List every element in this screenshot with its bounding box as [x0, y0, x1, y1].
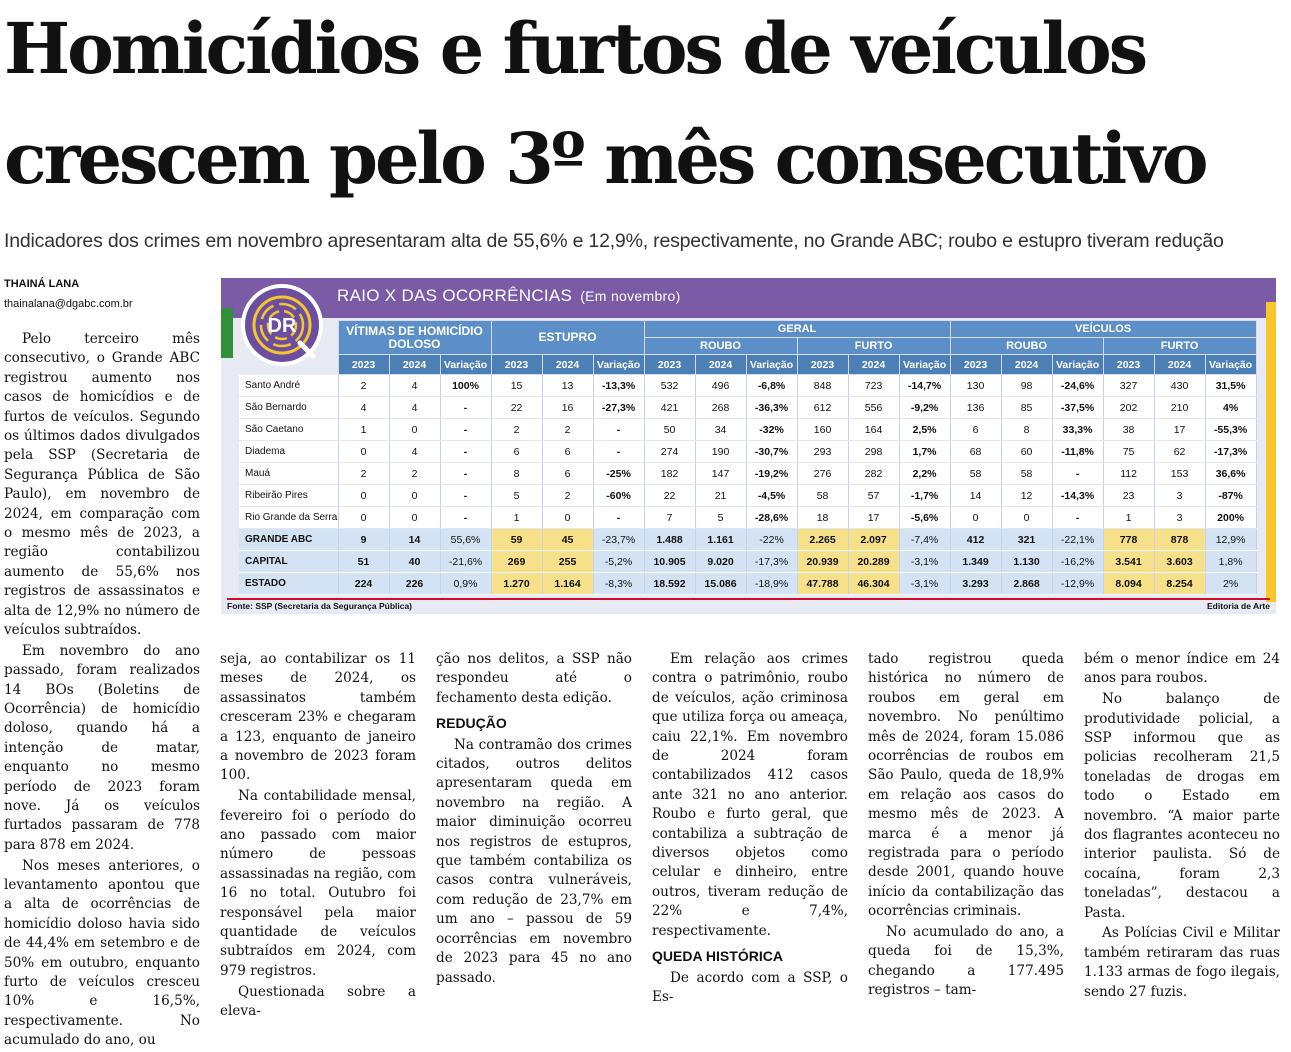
value-cell: 16 [542, 397, 593, 419]
article-column-1 [4, 330, 200, 1052]
header-roubo-veiculos: ROUBO [950, 338, 1103, 355]
value-cell: 1 [491, 507, 542, 529]
value-cell: 412 [950, 529, 1001, 551]
header-variacao: Variação [1205, 355, 1256, 375]
variation-cell: -28,6% [746, 507, 797, 529]
variation-cell: -11,8% [1052, 441, 1103, 463]
header-variacao: Variação [746, 355, 797, 375]
value-cell: 1.270 [491, 573, 542, 595]
variation-cell: -5,2% [593, 551, 644, 573]
source-note: Fonte: SSP (Secretaria da Segurança Pública) [227, 601, 413, 611]
headline-line-1: Homicídios e furtos de veículos [4, 7, 1146, 90]
header-year: 2023 [338, 355, 389, 375]
paragraph: No balanço de produtividade policial, a SSP informou que as policias recolheram 21,5 toneladas de drogas em todo o Estado em novembro. “A maior parte dos flagrantes aconteceu no interior paulista. Só de cocaína, foram 2,3 toneladas”, destacou a Pasta. [1084, 691, 1280, 921]
variation-cell: -16,2% [1052, 551, 1103, 573]
variation-cell: -24,6% [1052, 375, 1103, 397]
header-year: 2023 [491, 355, 542, 375]
value-cell: 6 [542, 463, 593, 485]
total-row [239, 551, 1256, 573]
variation-cell: 36,6% [1205, 463, 1256, 485]
infographic-title-text: RAIO X DAS OCORRÊNCIAS [337, 286, 573, 305]
row-label: Ribeirão Pires [239, 485, 338, 507]
article-column-6 [1084, 650, 1280, 1003]
variation-cell: -4,5% [746, 485, 797, 507]
value-cell: 0 [1001, 507, 1052, 529]
value-cell: 274 [644, 441, 695, 463]
value-cell: 8 [491, 463, 542, 485]
variation-cell: -17,3% [746, 551, 797, 573]
infographic-title [337, 286, 681, 306]
variation-cell: 1,7% [899, 441, 950, 463]
value-cell: 5 [695, 507, 746, 529]
paragraph: As Polícias Civil e Militar também retiraram das ruas 1.133 armas de fogo ilegais, sendo 27 fuzis. [1084, 925, 1280, 1000]
value-cell: 327 [1103, 375, 1154, 397]
value-cell: 18.592 [644, 573, 695, 595]
value-cell: 58 [1001, 463, 1052, 485]
value-cell: 269 [491, 551, 542, 573]
article-column-3 [436, 650, 632, 989]
variation-cell: 1,8% [1205, 551, 1256, 573]
value-cell: 182 [644, 463, 695, 485]
article-column-4 [652, 650, 848, 1009]
table-row [239, 463, 1256, 485]
value-cell: 1 [1103, 507, 1154, 529]
header-variacao: Variação [899, 355, 950, 375]
header-year: 2023 [797, 355, 848, 375]
paragraph: No acumulado do ano, a queda foi de 15,3%, chegando a 177.495 registros – tam- [868, 923, 1064, 999]
value-cell: 210 [1154, 397, 1205, 419]
variation-cell: -1,7% [899, 485, 950, 507]
variation-cell: 33,3% [1052, 419, 1103, 441]
value-cell: 848 [797, 375, 848, 397]
value-cell: 723 [848, 375, 899, 397]
value-cell: 0 [542, 507, 593, 529]
header-year: 2024 [848, 355, 899, 375]
value-cell: 3.603 [1154, 551, 1205, 573]
value-cell: 268 [695, 397, 746, 419]
header-homicidio: VÍTIMAS DE HOMICÍDIO DOLOSO [338, 321, 491, 355]
value-cell: 62 [1154, 441, 1205, 463]
variation-cell: -22,1% [1052, 529, 1103, 551]
total-row [239, 529, 1256, 551]
variation-cell: - [593, 441, 644, 463]
value-cell: 98 [1001, 375, 1052, 397]
variation-cell: -27,3% [593, 397, 644, 419]
logo-letters: DR [267, 315, 297, 337]
header-variacao: Variação [440, 355, 491, 375]
variation-cell: -36,3% [746, 397, 797, 419]
variation-cell: 4% [1205, 397, 1256, 419]
value-cell: 164 [848, 419, 899, 441]
value-cell: 50 [644, 419, 695, 441]
value-cell: 22 [491, 397, 542, 419]
value-cell: 4 [338, 397, 389, 419]
value-cell: 1 [338, 419, 389, 441]
variation-cell: -18,9% [746, 573, 797, 595]
variation-cell: -3,1% [899, 551, 950, 573]
value-cell: 153 [1154, 463, 1205, 485]
row-label: ESTADO [239, 573, 338, 595]
article-column-5 [868, 650, 1064, 1002]
value-cell: 2.097 [848, 529, 899, 551]
paragraph: Em relação aos crimes contra o patrimônio, roubo de veículos, ação criminosa que utiliza força ou ameaça, caiu 22,1%. Em novembro de 2024 foram contabilizados 412 casos ante 321 no ano anterior. Roubo e furto geral, que contabiliza a subtração de diversos objetos como celular e dinheiro, entre outros, tiveram redução de 22% e 7,4%, respectivamente. [652, 651, 848, 939]
value-cell: 46.304 [848, 573, 899, 595]
row-label: Mauá [239, 463, 338, 485]
value-cell: 1.349 [950, 551, 1001, 573]
value-cell: 21 [695, 485, 746, 507]
header-furto-veiculos: FURTO [1103, 338, 1256, 355]
row-label: CAPITAL [239, 551, 338, 573]
row-label: São Caetano [239, 419, 338, 441]
total-row [239, 573, 1256, 595]
value-cell: 0 [389, 485, 440, 507]
value-cell: 4 [389, 375, 440, 397]
header-year: 2023 [1103, 355, 1154, 375]
variation-cell: -14,3% [1052, 485, 1103, 507]
row-label: Santo André [239, 375, 338, 397]
variation-cell: -60% [593, 485, 644, 507]
value-cell: 778 [1103, 529, 1154, 551]
art-credit: Editoria de Arte [1207, 601, 1270, 611]
section-heading-reducao: REDUÇÃO [436, 715, 507, 732]
value-cell: 2 [389, 463, 440, 485]
value-cell: 15 [491, 375, 542, 397]
variation-cell: - [440, 419, 491, 441]
table-row [239, 397, 1256, 419]
value-cell: 5 [491, 485, 542, 507]
paragraph: tado registrou queda histórica no número de roubos em geral em novembro. No penúltimo mês de 2024, foram 15.086 ocorrências de roubos em São Paulo, queda de 18,9% em relação aos casos do mesmo mês de 2023. A marca é a menor já registrada para o período desde 2001, quando houve início da contabilização das ocorrências criminais. [868, 651, 1064, 920]
value-cell: 0 [338, 441, 389, 463]
table-row [239, 507, 1256, 529]
value-cell: 7 [644, 507, 695, 529]
paragraph: seja, ao contabilizar os 11 meses de 2024, os assassinatos também cresceram 23% e chegaram a 123, enquanto de janeiro a novembro de 2023 foram 100. [220, 651, 416, 784]
value-cell: 293 [797, 441, 848, 463]
value-cell: 202 [1103, 397, 1154, 419]
variation-cell: 0,9% [440, 573, 491, 595]
value-cell: 2 [542, 419, 593, 441]
header-roubo-geral: ROUBO [644, 338, 797, 355]
value-cell: 58 [797, 485, 848, 507]
value-cell: 2 [338, 375, 389, 397]
header-geral: GERAL [644, 321, 950, 338]
variation-cell: - [440, 485, 491, 507]
value-cell: 4 [389, 441, 440, 463]
author-email[interactable]: thainalana@dgabc.com.br [4, 298, 133, 310]
value-cell: 160 [797, 419, 848, 441]
value-cell: 224 [338, 573, 389, 595]
value-cell: 20.289 [848, 551, 899, 573]
value-cell: 0 [389, 507, 440, 529]
variation-cell: 55,6% [440, 529, 491, 551]
value-cell: 15.086 [695, 573, 746, 595]
value-cell: 0 [338, 485, 389, 507]
row-label: Rio Grande da Serra [239, 507, 338, 529]
value-cell: 9 [338, 529, 389, 551]
paragraph: Questionada sobre a eleva- [220, 983, 416, 1019]
value-cell: 147 [695, 463, 746, 485]
variation-cell: -12,9% [1052, 573, 1103, 595]
value-cell: 14 [389, 529, 440, 551]
value-cell: 321 [1001, 529, 1052, 551]
value-cell: 8.094 [1103, 573, 1154, 595]
variation-cell: -3,1% [899, 573, 950, 595]
raio-x-infographic [221, 278, 1276, 614]
value-cell: 38 [1103, 419, 1154, 441]
value-cell: 47.788 [797, 573, 848, 595]
value-cell: 51 [338, 551, 389, 573]
value-cell: 130 [950, 375, 1001, 397]
infographic-footer [227, 598, 1270, 614]
value-cell: 226 [389, 573, 440, 595]
variation-cell: - [1052, 507, 1103, 529]
variation-cell: -25% [593, 463, 644, 485]
table-row [239, 419, 1256, 441]
value-cell: 1.161 [695, 529, 746, 551]
variation-cell: -55,3% [1205, 419, 1256, 441]
value-cell: 60 [1001, 441, 1052, 463]
paragraph: bém o menor índice em 24 anos para roubos. [1084, 651, 1280, 687]
variation-cell: -9,2% [899, 397, 950, 419]
variation-cell: - [593, 419, 644, 441]
variation-cell: -14,7% [899, 375, 950, 397]
header-year: 2024 [389, 355, 440, 375]
value-cell: 2.265 [797, 529, 848, 551]
row-label: GRANDE ABC [239, 529, 338, 551]
header-furto-geral: FURTO [797, 338, 950, 355]
value-cell: 496 [695, 375, 746, 397]
variation-cell: -32% [746, 419, 797, 441]
value-cell: 0 [338, 507, 389, 529]
value-cell: 23 [1103, 485, 1154, 507]
header-year: 2024 [695, 355, 746, 375]
value-cell: 40 [389, 551, 440, 573]
value-cell: 4 [389, 397, 440, 419]
header-variacao: Variação [593, 355, 644, 375]
value-cell: 57 [848, 485, 899, 507]
variation-cell: -7,4% [899, 529, 950, 551]
infographic-yellow-strip [1266, 302, 1276, 602]
value-cell: 14 [950, 485, 1001, 507]
value-cell: 3.293 [950, 573, 1001, 595]
value-cell: 58 [950, 463, 1001, 485]
value-cell: 17 [1154, 419, 1205, 441]
value-cell: 255 [542, 551, 593, 573]
value-cell: 2 [542, 485, 593, 507]
paragraph: Nos meses anteriores, o levantamento apontou que a alta de ocorrências de homicídio doloso havia sido de 44,4% em setembro e de 50% em outubro, enquanto furto de veículos cresceu 10% e 16,5%, respectivamente. No acumulado do ano, ou [4, 857, 200, 1049]
value-cell: 85 [1001, 397, 1052, 419]
value-cell: 75 [1103, 441, 1154, 463]
paragraph: Em novembro do ano passado, foram realizados 14 BOs (Boletins de Ocorrência) de homicídio doloso, quando há a intenção de matar, enquanto no mesmo período de 2023 foram nove. Já os veículos furtados passaram de 778 para 878 em 2024. [4, 642, 200, 853]
variation-cell: - [440, 507, 491, 529]
variation-cell: 200% [1205, 507, 1256, 529]
value-cell: 3 [1154, 507, 1205, 529]
value-cell: 112 [1103, 463, 1154, 485]
value-cell: 59 [491, 529, 542, 551]
variation-cell: -37,5% [1052, 397, 1103, 419]
variation-cell: 31,5% [1205, 375, 1256, 397]
value-cell: 2 [491, 419, 542, 441]
value-cell: 532 [644, 375, 695, 397]
value-cell: 1.488 [644, 529, 695, 551]
row-label: Diadema [239, 441, 338, 463]
infographic-green-strip [221, 308, 233, 358]
value-cell: 2 [338, 463, 389, 485]
headline-line-2: crescem pelo 3º mês consecutivo [4, 117, 1206, 200]
table-row [239, 485, 1256, 507]
value-cell: 6 [542, 441, 593, 463]
value-cell: 68 [950, 441, 1001, 463]
value-cell: 17 [848, 507, 899, 529]
paragraph: Na contramão dos crimes citados, outros delitos apresentaram queda em novembro na região. A maior diminuição ocorreu nos registros de estupros, que também contabiliza os casos contra vulneráveis, com redução de 23,7% em um ano – passou de 59 ocorrências em novembro de 2023 para 45 no ano passado. [436, 736, 632, 986]
variation-cell: - [593, 507, 644, 529]
header-year: 2023 [644, 355, 695, 375]
value-cell: 22 [644, 485, 695, 507]
value-cell: 10.905 [644, 551, 695, 573]
value-cell: 136 [950, 397, 1001, 419]
table-row [239, 375, 1256, 397]
paragraph: Pelo terceiro mês consecutivo, o Grande ABC registrou aumento nos casos de homicídios e de furtos de veículos. Segundo os últimos dados divulgados pela SSP (Secretaria de Segurança Pública de São Paulo), em novembro de 2024, em comparação com o mesmo mês de 2023, a região contabilizou aumento de 55,6% nos registros de assassinatos e alta de 12,9% no número de veículos subtraídos. [4, 331, 200, 639]
value-cell: 18 [797, 507, 848, 529]
value-cell: 0 [950, 507, 1001, 529]
header-year: 2024 [542, 355, 593, 375]
header-veiculos: VEÍCULOS [950, 321, 1256, 338]
variation-cell: - [440, 463, 491, 485]
variation-cell: - [440, 397, 491, 419]
crime-table [239, 320, 1257, 595]
infographic-subtitle: (Em novembro) [580, 288, 681, 304]
value-cell: 430 [1154, 375, 1205, 397]
header-year: 2024 [1154, 355, 1205, 375]
author-name: THAINÁ LANA [4, 278, 80, 290]
value-cell: 421 [644, 397, 695, 419]
value-cell: 6 [950, 419, 1001, 441]
variation-cell: -23,7% [593, 529, 644, 551]
variation-cell: -5,6% [899, 507, 950, 529]
article-column-2 [220, 650, 416, 1023]
value-cell: 20.939 [797, 551, 848, 573]
value-cell: 878 [1154, 529, 1205, 551]
paragraph: ção nos delitos, a SSP não respondeu até o fechamento desta edição. [436, 651, 632, 706]
section-heading-queda-historica: QUEDA HISTÓRICA [652, 948, 783, 965]
header-year: 2024 [1001, 355, 1052, 375]
variation-cell: -8,3% [593, 573, 644, 595]
variation-cell: -13,3% [593, 375, 644, 397]
table-row [239, 441, 1256, 463]
value-cell: 1.130 [1001, 551, 1052, 573]
variation-cell: -87% [1205, 485, 1256, 507]
paragraph: Na contabilidade mensal, fevereiro foi o período do ano passado com maior número de pessoas assassinadas na região, com 16 no total. Outubro foi responsável pela maior quantidade de veículos subtraídos em 2024, com 979 registros. [220, 788, 416, 979]
value-cell: 3.541 [1103, 551, 1154, 573]
header-year: 2023 [950, 355, 1001, 375]
variation-cell: -19,2% [746, 463, 797, 485]
value-cell: 6 [491, 441, 542, 463]
value-cell: 190 [695, 441, 746, 463]
header-estupro: ESTUPRO [491, 321, 644, 355]
variation-cell: -6,8% [746, 375, 797, 397]
variation-cell: -21,6% [440, 551, 491, 573]
header-variacao: Variação [1052, 355, 1103, 375]
variation-cell: 2% [1205, 573, 1256, 595]
value-cell: 282 [848, 463, 899, 485]
variation-cell: -17,3% [1205, 441, 1256, 463]
value-cell: 298 [848, 441, 899, 463]
paragraph: De acordo com a SSP, o Es- [652, 969, 848, 1005]
value-cell: 1.164 [542, 573, 593, 595]
variation-cell: 12,9% [1205, 529, 1256, 551]
variation-cell: - [1052, 463, 1103, 485]
value-cell: 0 [389, 419, 440, 441]
value-cell: 2.868 [1001, 573, 1052, 595]
row-label: São Bernardo [239, 397, 338, 419]
value-cell: 8 [1001, 419, 1052, 441]
value-cell: 276 [797, 463, 848, 485]
variation-cell: 2,2% [899, 463, 950, 485]
variation-cell: 2,5% [899, 419, 950, 441]
value-cell: 612 [797, 397, 848, 419]
variation-cell: - [440, 441, 491, 463]
value-cell: 13 [542, 375, 593, 397]
value-cell: 34 [695, 419, 746, 441]
value-cell: 12 [1001, 485, 1052, 507]
variation-cell: -30,7% [746, 441, 797, 463]
value-cell: 3 [1154, 485, 1205, 507]
value-cell: 8.254 [1154, 573, 1205, 595]
subtitle: Indicadores dos crimes em novembro apresentaram alta de 55,6% e 12,9%, respectivamente, no Grande ABC; roubo e estupro tiveram redução [4, 230, 1224, 252]
variation-cell: -22% [746, 529, 797, 551]
variation-cell: 100% [440, 375, 491, 397]
value-cell: 9.020 [695, 551, 746, 573]
value-cell: 556 [848, 397, 899, 419]
value-cell: 45 [542, 529, 593, 551]
